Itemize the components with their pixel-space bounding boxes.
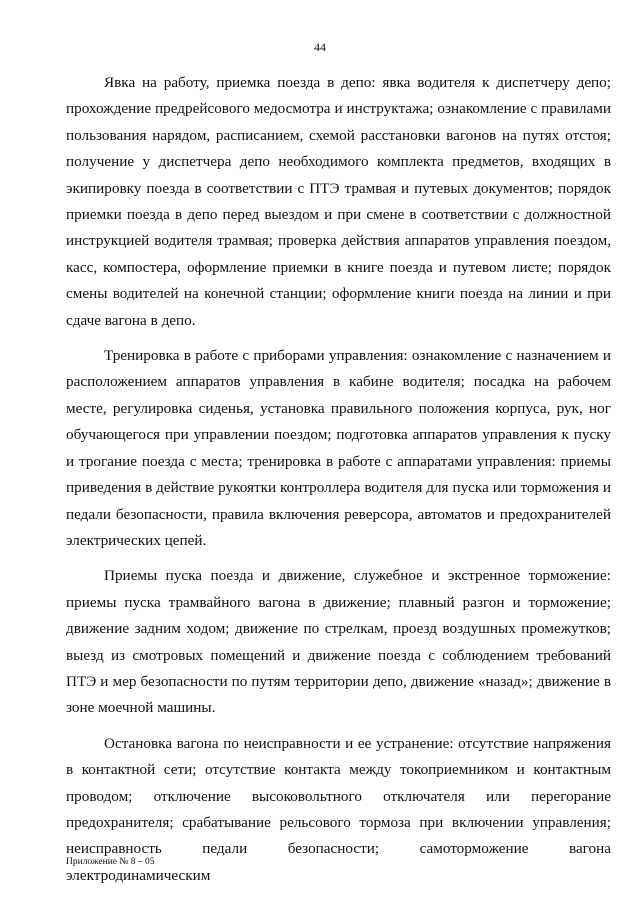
paragraph-1: Явка на работу, приемка поезда в депо: явка водителя к диспетчеру депо; прохождение предрейсового медосмотра и инструктажа; ознакомление с правилами пользования нарядом, расписанием, схемой расстановки вагонов на путях отстоя; получение у диспетчера депо необходимого комплекта предметов, входящих в экипировку поезда в соответствии с ПТЭ трамвая и путевых документов; порядок приемки поезда в депо перед выездом и при смене в соответствии с должностной инструкцией водителя трамвая; проверка действия аппаратов управления поездом, касс, компостера, оформление приемки в книге поезда и путевом листе; порядок смены водителей на конечной станции; оформление книги поезда на линии и при сдаче вагона в депо. [66, 74, 611, 329]
document-body [66, 70, 611, 898]
paragraph-4: Остановка вагона по неисправности и ее устранение: отсутствие напряжения в контактной сети; отсутствие контакта между токоприемником и контактным проводом; отключение высоковольтного отключателя или перегорание предохранителя; срабатывание рельсового тормоза при включении управления; неисправность педали безопасности; самоторможение вагона электродинамическим [66, 734, 611, 884]
paragraph-3: Приемы пуска поезда и движение, служебное и экстренное торможение: приемы пуска трамвайного вагона в движение; плавный разгон и торможение; движение задним ходом; движение по стрелкам, проезд воздушных промежутков; выезд из смотровых помещений и движение поезда с соблюдением требований ПТЭ и мер безопасности по путям территории депо, движение «назад»; движение в зоне моечной машины. [66, 567, 611, 717]
footer-note: Приложение № 8 – 05 [66, 857, 155, 867]
paragraph-2: Тренировка в работе с приборами управления: ознакомление с назначением и расположением аппаратов управления в кабине водителя; посадка на рабочем месте, регулировка сиденья, установка правильного положения корпуса, рук, ног обучающегося при управлении поездом; подготовка аппаратов управления к пуску и трогание поезда с места; тренировка в работе с аппаратами управления: приемы приведения в действие рукоятки контроллера водителя для пуска или торможения и педали безопасности, правила включения реверсора, автоматов и предохранителей электрических цепей. [66, 347, 611, 549]
page-number: 44 [314, 40, 326, 54]
